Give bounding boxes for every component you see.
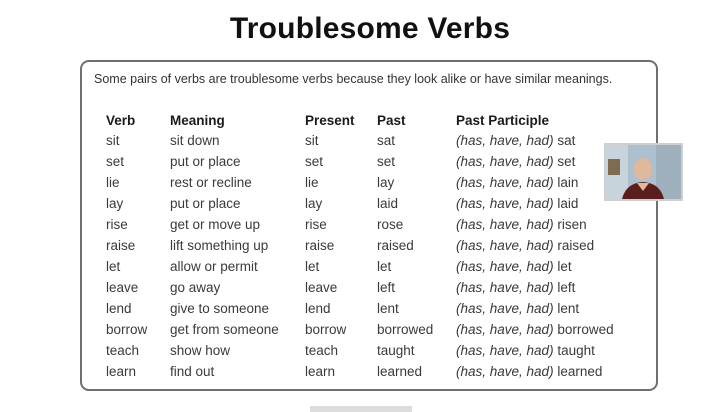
meaning-cell: put or place (170, 196, 241, 211)
auxiliary-verbs: (has, have, had) (456, 280, 554, 295)
past-cell: let (377, 259, 392, 274)
bottom-scroll-bar[interactable] (310, 406, 412, 412)
auxiliary-verbs: (has, have, had) (456, 238, 554, 253)
past-cell: lent (377, 301, 399, 316)
present-cell: borrow (305, 322, 347, 337)
participle-form: lent (557, 301, 580, 316)
meaning-cell: give to someone (170, 301, 270, 316)
auxiliary-verbs: (has, have, had) (456, 175, 554, 190)
participle-form: taught (557, 343, 595, 358)
present-cell: rise (305, 217, 327, 232)
participle-form: lain (557, 175, 579, 190)
past-cell: lay (377, 175, 395, 190)
table-row (106, 298, 636, 319)
present-cell: let (305, 259, 320, 274)
auxiliary-verbs: (has, have, had) (456, 322, 554, 337)
table-row (106, 256, 636, 277)
present-cell: sit (305, 133, 319, 148)
past-participle-cell (456, 298, 636, 319)
header-verb: Verb (106, 113, 136, 128)
presenter-video-image (606, 145, 681, 199)
auxiliary-verbs: (has, have, had) (456, 133, 554, 148)
table-row (106, 235, 636, 256)
verb-cell: borrow (106, 322, 148, 337)
meaning-cell: show how (170, 343, 231, 358)
verb-cell: let (106, 259, 121, 274)
table-body (106, 130, 636, 382)
header-meaning: Meaning (170, 113, 225, 128)
past-participle-cell (456, 214, 636, 235)
participle-form: raised (557, 238, 595, 253)
past-cell: learned (377, 364, 423, 379)
auxiliary-verbs: (has, have, had) (456, 343, 554, 358)
participle-form: learned (557, 364, 603, 379)
past-participle-cell (456, 340, 636, 361)
meaning-cell: go away (170, 280, 221, 295)
past-cell: laid (377, 196, 399, 211)
past-cell: left (377, 280, 396, 295)
past-participle-cell (456, 235, 636, 256)
auxiliary-verbs: (has, have, had) (456, 259, 554, 274)
auxiliary-verbs: (has, have, had) (456, 301, 554, 316)
auxiliary-verbs: (has, have, had) (456, 196, 554, 211)
participle-form: borrowed (557, 322, 614, 337)
header-past: Past (377, 113, 406, 128)
participle-form: let (557, 259, 572, 274)
meaning-cell: get or move up (170, 217, 261, 232)
present-cell: raise (305, 238, 335, 253)
meaning-cell: lift something up (170, 238, 269, 253)
participle-form: set (557, 154, 576, 169)
header-present: Present (305, 113, 355, 128)
verb-table-box (80, 60, 658, 391)
table-header-row (106, 111, 636, 130)
table-row (106, 340, 636, 361)
header-past-participle: Past Participle (456, 113, 550, 128)
verb-cell: learn (106, 364, 137, 379)
present-cell: lend (305, 301, 331, 316)
past-participle-cell (456, 361, 636, 382)
table-row (106, 172, 636, 193)
present-cell: teach (305, 343, 339, 358)
verb-cell: rise (106, 217, 128, 232)
past-participle-cell (456, 277, 636, 298)
verb-cell: raise (106, 238, 136, 253)
meaning-cell: put or place (170, 154, 241, 169)
participle-form: laid (557, 196, 579, 211)
past-cell: borrowed (377, 322, 434, 337)
verb-cell: lay (106, 196, 124, 211)
past-cell: sat (377, 133, 396, 148)
participle-form: risen (557, 217, 587, 232)
past-cell: set (377, 154, 396, 169)
verb-table (106, 111, 636, 382)
present-cell: lie (305, 175, 319, 190)
present-cell: lay (305, 196, 323, 211)
verb-cell: leave (106, 280, 139, 295)
past-participle-cell (456, 256, 636, 277)
auxiliary-verbs: (has, have, had) (456, 154, 554, 169)
auxiliary-verbs: (has, have, had) (456, 217, 554, 232)
verb-cell: lie (106, 175, 120, 190)
meaning-cell: allow or permit (170, 259, 258, 274)
table-row (106, 151, 636, 172)
webcam-thumbnail[interactable] (604, 143, 683, 201)
table-row (106, 214, 636, 235)
auxiliary-verbs: (has, have, had) (456, 364, 554, 379)
table-row (106, 193, 636, 214)
past-cell: raised (377, 238, 414, 253)
page-title: Troublesome Verbs (229, 12, 511, 45)
table-row (106, 319, 636, 340)
meaning-cell: get from someone (170, 322, 279, 337)
past-cell: taught (377, 343, 415, 358)
participle-form: left (557, 280, 576, 295)
intro-text: Some pairs of verbs are troublesome verbs because they look alike or have similar meanings. (94, 72, 613, 86)
participle-form: sat (557, 133, 576, 148)
verb-cell: teach (106, 343, 140, 358)
meaning-cell: sit down (170, 133, 220, 148)
table-row (106, 277, 636, 298)
table-row (106, 130, 636, 151)
past-participle-cell (456, 319, 636, 340)
table-row (106, 361, 636, 382)
verb-cell: sit (106, 133, 120, 148)
present-cell: learn (305, 364, 336, 379)
meaning-cell: find out (170, 364, 215, 379)
verb-cell: set (106, 154, 125, 169)
present-cell: set (305, 154, 324, 169)
present-cell: leave (305, 280, 338, 295)
verb-cell: lend (106, 301, 132, 316)
past-cell: rose (377, 217, 404, 232)
meaning-cell: rest or recline (170, 175, 252, 190)
